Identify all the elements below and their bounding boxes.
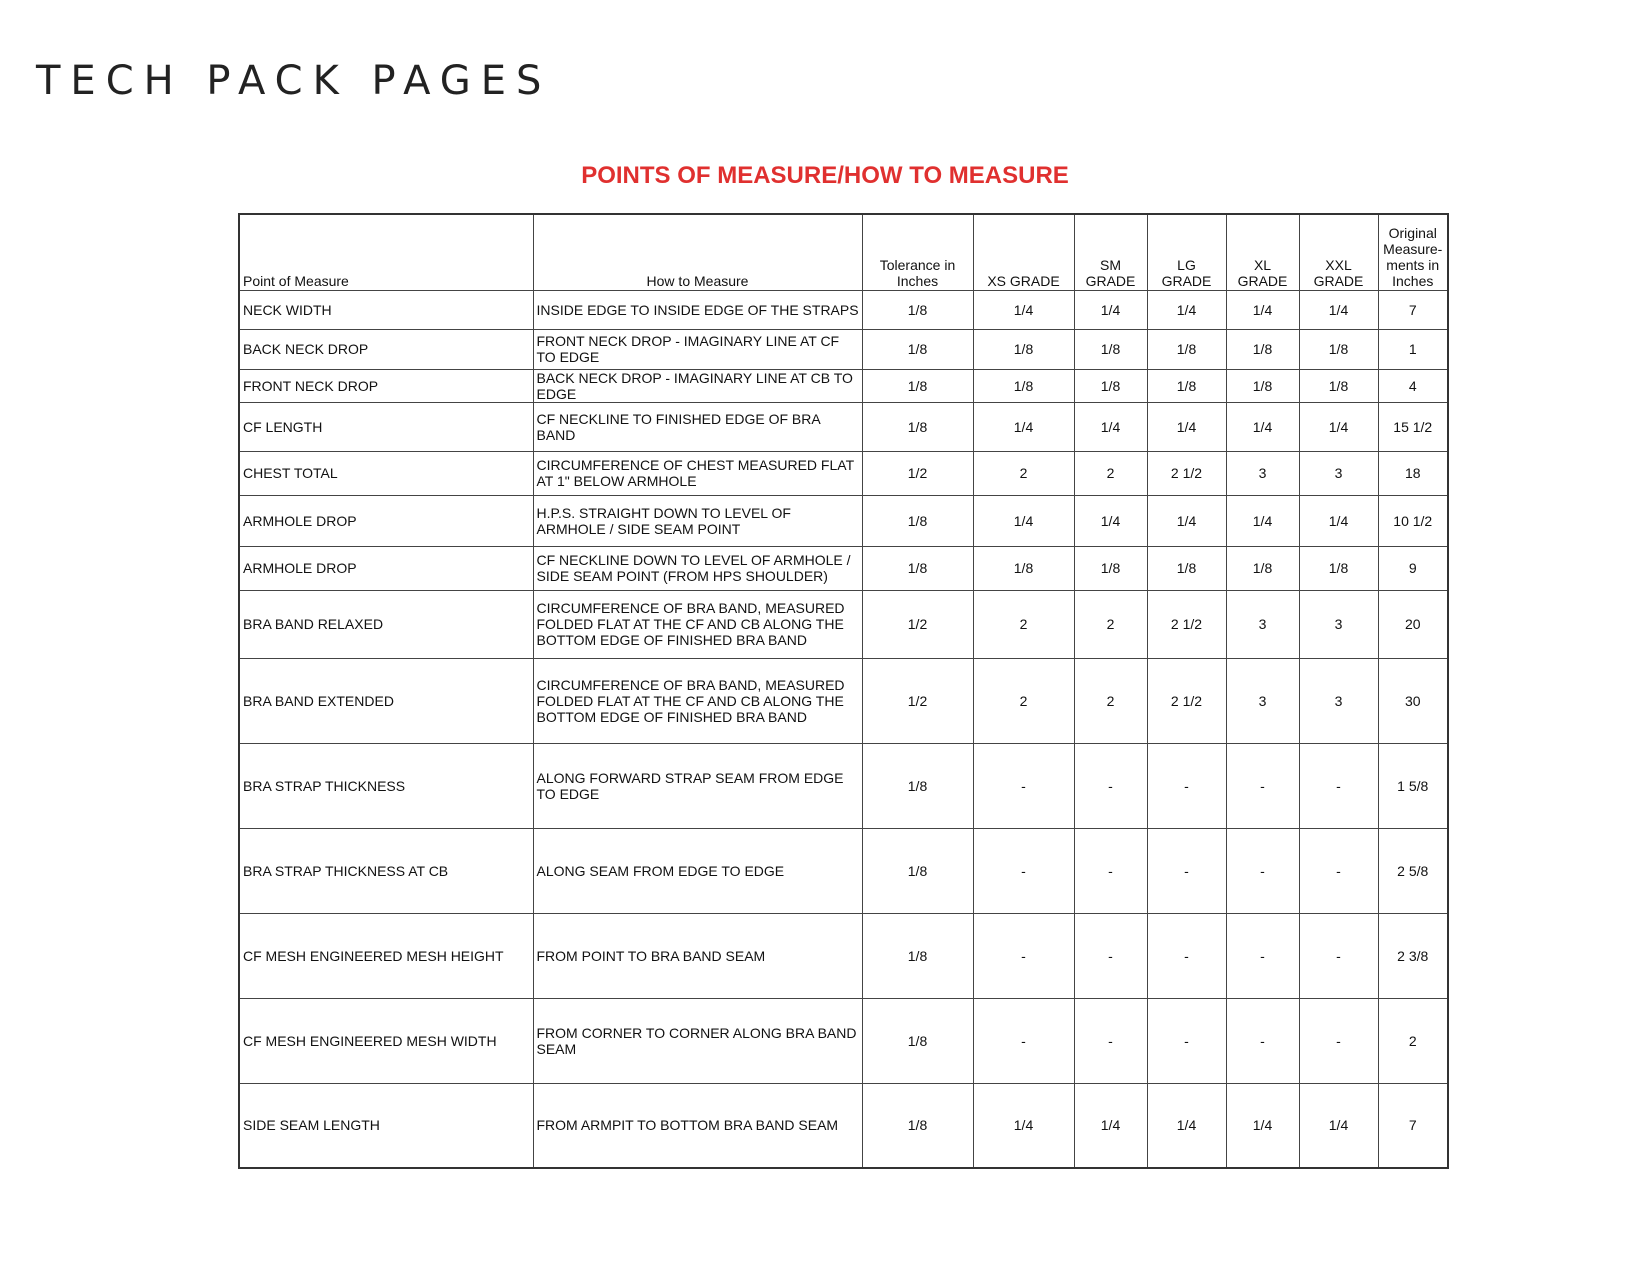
cell-sm-grade: 2 bbox=[1074, 451, 1147, 495]
cell-sm-grade: 1/4 bbox=[1074, 1083, 1147, 1168]
table-row bbox=[239, 743, 1448, 828]
cell-xl-grade: 1/4 bbox=[1226, 495, 1299, 546]
cell-pom-name: NECK WIDTH bbox=[239, 290, 533, 329]
cell-how-to-measure: CF NECKLINE DOWN TO LEVEL OF ARMHOLE / SIDE SEAM POINT (FROM HPS SHOULDER) bbox=[533, 546, 862, 590]
cell-original-measurement: 10 1/2 bbox=[1378, 495, 1448, 546]
cell-xs-grade: - bbox=[973, 743, 1074, 828]
cell-original-measurement: 18 bbox=[1378, 451, 1448, 495]
cell-pom-name: BACK NECK DROP bbox=[239, 329, 533, 369]
table-row bbox=[239, 495, 1448, 546]
cell-tolerance: 1/8 bbox=[862, 402, 973, 451]
cell-xs-grade: - bbox=[973, 828, 1074, 913]
cell-xxl-grade: 1/8 bbox=[1299, 329, 1378, 369]
cell-how-to-measure: ALONG FORWARD STRAP SEAM FROM EDGE TO EDGE bbox=[533, 743, 862, 828]
cell-tolerance: 1/2 bbox=[862, 590, 973, 658]
cell-sm-grade: - bbox=[1074, 998, 1147, 1083]
cell-xs-grade: 2 bbox=[973, 590, 1074, 658]
cell-lg-grade: 2 1/2 bbox=[1147, 658, 1226, 743]
cell-pom-name: BRA BAND EXTENDED bbox=[239, 658, 533, 743]
cell-xl-grade: - bbox=[1226, 743, 1299, 828]
cell-pom-name: CF MESH ENGINEERED MESH WIDTH bbox=[239, 998, 533, 1083]
table-row bbox=[239, 402, 1448, 451]
cell-tolerance: 1/8 bbox=[862, 828, 973, 913]
cell-xl-grade: 1/8 bbox=[1226, 329, 1299, 369]
cell-lg-grade: 1/4 bbox=[1147, 290, 1226, 329]
cell-xxl-grade: 1/8 bbox=[1299, 546, 1378, 590]
cell-xl-grade: 1/8 bbox=[1226, 369, 1299, 402]
cell-sm-grade: 2 bbox=[1074, 590, 1147, 658]
points-of-measure-table bbox=[238, 213, 1449, 1169]
header-xl-grade: XL GRADE bbox=[1226, 214, 1299, 290]
cell-tolerance: 1/8 bbox=[862, 329, 973, 369]
cell-original-measurement: 15 1/2 bbox=[1378, 402, 1448, 451]
cell-tolerance: 1/2 bbox=[862, 658, 973, 743]
cell-sm-grade: - bbox=[1074, 913, 1147, 998]
table-row bbox=[239, 369, 1448, 402]
cell-xxl-grade: 3 bbox=[1299, 590, 1378, 658]
table-row bbox=[239, 329, 1448, 369]
cell-lg-grade: - bbox=[1147, 913, 1226, 998]
table-row bbox=[239, 913, 1448, 998]
cell-xs-grade: 2 bbox=[973, 658, 1074, 743]
cell-xxl-grade: 1/4 bbox=[1299, 495, 1378, 546]
cell-sm-grade: 2 bbox=[1074, 658, 1147, 743]
cell-xxl-grade: 1/8 bbox=[1299, 369, 1378, 402]
cell-xxl-grade: 1/4 bbox=[1299, 402, 1378, 451]
header-sm-grade: SM GRADE bbox=[1074, 214, 1147, 290]
cell-original-measurement: 2 5/8 bbox=[1378, 828, 1448, 913]
cell-tolerance: 1/8 bbox=[862, 495, 973, 546]
cell-tolerance: 1/2 bbox=[862, 451, 973, 495]
cell-lg-grade: - bbox=[1147, 743, 1226, 828]
cell-pom-name: CF MESH ENGINEERED MESH HEIGHT bbox=[239, 913, 533, 998]
cell-pom-name: CHEST TOTAL bbox=[239, 451, 533, 495]
cell-how-to-measure: CIRCUMFERENCE OF BRA BAND, MEASURED FOLDED FLAT AT THE CF AND CB ALONG THE BOTTOM EDGE OF FINISHED BRA BAND bbox=[533, 658, 862, 743]
table-row bbox=[239, 998, 1448, 1083]
table-row bbox=[239, 658, 1448, 743]
cell-how-to-measure: CF NECKLINE TO FINISHED EDGE OF BRA BAND bbox=[533, 402, 862, 451]
cell-xl-grade: 1/8 bbox=[1226, 546, 1299, 590]
cell-xs-grade: 1/4 bbox=[973, 1083, 1074, 1168]
table-row bbox=[239, 828, 1448, 913]
cell-tolerance: 1/8 bbox=[862, 998, 973, 1083]
cell-sm-grade: 1/8 bbox=[1074, 329, 1147, 369]
cell-how-to-measure: BACK NECK DROP - IMAGINARY LINE AT CB TO EDGE bbox=[533, 369, 862, 402]
table-title: POINTS OF MEASURE/HOW TO MEASURE bbox=[581, 162, 1069, 189]
cell-tolerance: 1/8 bbox=[862, 1083, 973, 1168]
cell-lg-grade: 1/4 bbox=[1147, 495, 1226, 546]
cell-how-to-measure: FRONT NECK DROP - IMAGINARY LINE AT CF TO EDGE bbox=[533, 329, 862, 369]
cell-original-measurement: 2 3/8 bbox=[1378, 913, 1448, 998]
cell-original-measurement: 1 bbox=[1378, 329, 1448, 369]
header-xxl-grade: XXL GRADE bbox=[1299, 214, 1378, 290]
cell-lg-grade: - bbox=[1147, 828, 1226, 913]
cell-xxl-grade: 3 bbox=[1299, 451, 1378, 495]
cell-pom-name: BRA BAND RELAXED bbox=[239, 590, 533, 658]
cell-pom-name: CF LENGTH bbox=[239, 402, 533, 451]
cell-sm-grade: - bbox=[1074, 743, 1147, 828]
cell-xl-grade: - bbox=[1226, 913, 1299, 998]
cell-how-to-measure: FROM CORNER TO CORNER ALONG BRA BAND SEAM bbox=[533, 998, 862, 1083]
table-body bbox=[239, 290, 1448, 1168]
table-row bbox=[239, 451, 1448, 495]
cell-sm-grade: - bbox=[1074, 828, 1147, 913]
cell-pom-name: ARMHOLE DROP bbox=[239, 546, 533, 590]
table-row bbox=[239, 290, 1448, 329]
cell-how-to-measure: FROM POINT TO BRA BAND SEAM bbox=[533, 913, 862, 998]
cell-xl-grade: 3 bbox=[1226, 658, 1299, 743]
cell-sm-grade: 1/8 bbox=[1074, 369, 1147, 402]
cell-xxl-grade: - bbox=[1299, 828, 1378, 913]
cell-xl-grade: 3 bbox=[1226, 451, 1299, 495]
cell-original-measurement: 7 bbox=[1378, 1083, 1448, 1168]
cell-pom-name: ARMHOLE DROP bbox=[239, 495, 533, 546]
cell-xxl-grade: 1/4 bbox=[1299, 1083, 1378, 1168]
cell-xl-grade: 1/4 bbox=[1226, 402, 1299, 451]
cell-xxl-grade: - bbox=[1299, 913, 1378, 998]
cell-tolerance: 1/8 bbox=[862, 290, 973, 329]
cell-xxl-grade: - bbox=[1299, 998, 1378, 1083]
cell-xxl-grade: - bbox=[1299, 743, 1378, 828]
cell-lg-grade: 1/4 bbox=[1147, 1083, 1226, 1168]
cell-lg-grade: 1/8 bbox=[1147, 369, 1226, 402]
cell-how-to-measure: ALONG SEAM FROM EDGE TO EDGE bbox=[533, 828, 862, 913]
cell-xs-grade: 1/4 bbox=[973, 495, 1074, 546]
cell-original-measurement: 2 bbox=[1378, 998, 1448, 1083]
header-lg-grade: LG GRADE bbox=[1147, 214, 1226, 290]
cell-lg-grade: 1/8 bbox=[1147, 329, 1226, 369]
header-point-of-measure: Point of Measure bbox=[239, 214, 533, 290]
cell-xs-grade: 1/4 bbox=[973, 402, 1074, 451]
cell-xl-grade: 1/4 bbox=[1226, 290, 1299, 329]
cell-pom-name: SIDE SEAM LENGTH bbox=[239, 1083, 533, 1168]
table-row bbox=[239, 590, 1448, 658]
cell-xl-grade: - bbox=[1226, 998, 1299, 1083]
cell-how-to-measure: H.P.S. STRAIGHT DOWN TO LEVEL OF ARMHOLE / SIDE SEAM POINT bbox=[533, 495, 862, 546]
cell-xs-grade: 2 bbox=[973, 451, 1074, 495]
cell-xl-grade: - bbox=[1226, 828, 1299, 913]
cell-pom-name: BRA STRAP THICKNESS bbox=[239, 743, 533, 828]
header-tolerance: Tolerance in Inches bbox=[862, 214, 973, 290]
cell-tolerance: 1/8 bbox=[862, 913, 973, 998]
cell-pom-name: BRA STRAP THICKNESS AT CB bbox=[239, 828, 533, 913]
cell-xs-grade: 1/8 bbox=[973, 329, 1074, 369]
cell-lg-grade: - bbox=[1147, 998, 1226, 1083]
cell-original-measurement: 9 bbox=[1378, 546, 1448, 590]
header-row bbox=[239, 214, 1448, 290]
cell-tolerance: 1/8 bbox=[862, 369, 973, 402]
cell-sm-grade: 1/4 bbox=[1074, 402, 1147, 451]
header-original-measurements: Original Measure-ments in Inches bbox=[1378, 214, 1448, 290]
cell-lg-grade: 2 1/2 bbox=[1147, 451, 1226, 495]
header-xs-grade: XS GRADE bbox=[973, 214, 1074, 290]
table-row bbox=[239, 546, 1448, 590]
cell-original-measurement: 1 5/8 bbox=[1378, 743, 1448, 828]
cell-lg-grade: 1/4 bbox=[1147, 402, 1226, 451]
cell-xs-grade: 1/8 bbox=[973, 546, 1074, 590]
cell-xl-grade: 1/4 bbox=[1226, 1083, 1299, 1168]
cell-sm-grade: 1/4 bbox=[1074, 495, 1147, 546]
cell-xl-grade: 3 bbox=[1226, 590, 1299, 658]
cell-original-measurement: 4 bbox=[1378, 369, 1448, 402]
cell-xs-grade: 1/8 bbox=[973, 369, 1074, 402]
cell-xs-grade: - bbox=[973, 913, 1074, 998]
cell-lg-grade: 1/8 bbox=[1147, 546, 1226, 590]
cell-xs-grade: 1/4 bbox=[973, 290, 1074, 329]
cell-pom-name: FRONT NECK DROP bbox=[239, 369, 533, 402]
cell-tolerance: 1/8 bbox=[862, 743, 973, 828]
header-how-to-measure: How to Measure bbox=[533, 214, 862, 290]
cell-how-to-measure: CIRCUMFERENCE OF CHEST MEASURED FLAT AT 1" BELOW ARMHOLE bbox=[533, 451, 862, 495]
cell-how-to-measure: FROM ARMPIT TO BOTTOM BRA BAND SEAM bbox=[533, 1083, 862, 1168]
cell-original-measurement: 7 bbox=[1378, 290, 1448, 329]
table-row bbox=[239, 1083, 1448, 1168]
cell-xs-grade: - bbox=[973, 998, 1074, 1083]
cell-how-to-measure: CIRCUMFERENCE OF BRA BAND, MEASURED FOLDED FLAT AT THE CF AND CB ALONG THE BOTTOM EDGE OF FINISHED BRA BAND bbox=[533, 590, 862, 658]
cell-tolerance: 1/8 bbox=[862, 546, 973, 590]
cell-original-measurement: 30 bbox=[1378, 658, 1448, 743]
cell-original-measurement: 20 bbox=[1378, 590, 1448, 658]
cell-lg-grade: 2 1/2 bbox=[1147, 590, 1226, 658]
cell-xxl-grade: 1/4 bbox=[1299, 290, 1378, 329]
cell-sm-grade: 1/4 bbox=[1074, 290, 1147, 329]
cell-how-to-measure: INSIDE EDGE TO INSIDE EDGE OF THE STRAPS bbox=[533, 290, 862, 329]
cell-sm-grade: 1/8 bbox=[1074, 546, 1147, 590]
cell-xxl-grade: 3 bbox=[1299, 658, 1378, 743]
page-title: TECH PACK PAGES bbox=[36, 58, 552, 104]
